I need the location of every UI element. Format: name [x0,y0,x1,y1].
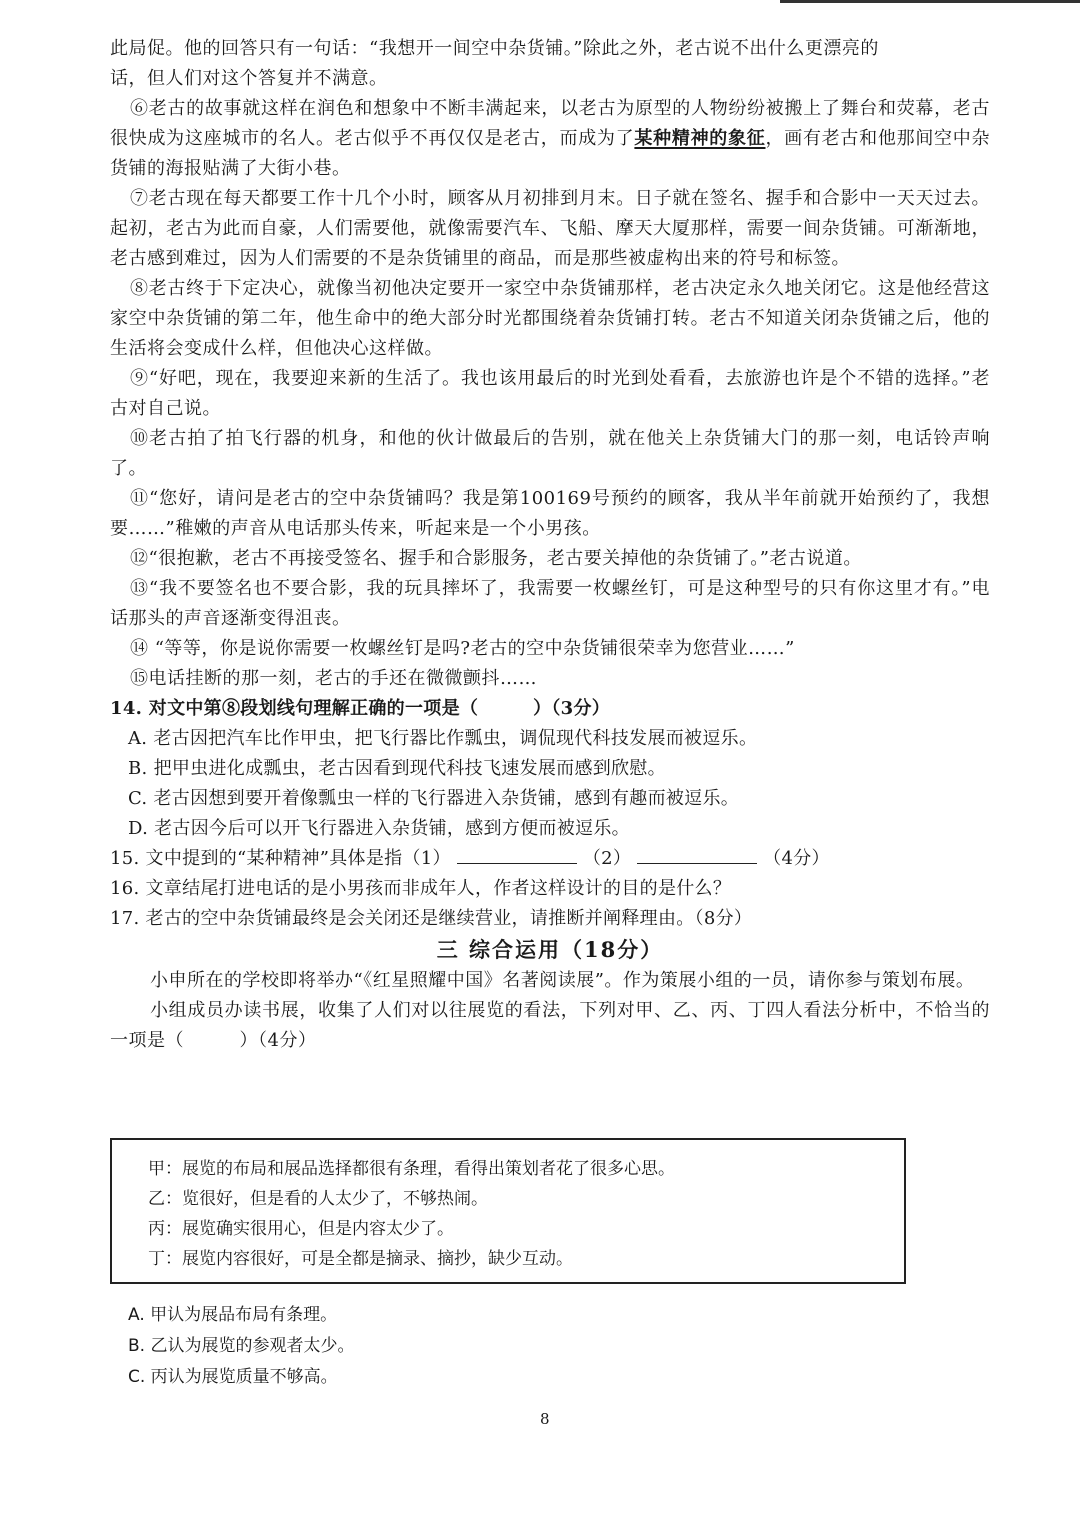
question-15-score: （4分） [763,848,830,869]
page-number: 8 [540,1410,550,1428]
paragraph-5-end-line1: 此局促。他的回答只有一句话：“我想开一间空中杂货铺。”除此之外，老古说不出什么更漂亮的 [110,38,879,59]
question-14-option-b: B. 把甲虫进化成瓢虫，老古因看到现代科技飞速发展而感到欣慰。 [128,758,666,779]
underlined-phrase: 某种精神的象征 [634,128,766,149]
opinions-box [110,1138,906,1284]
answer-option-c: C. 丙认为展览质量不够高。 [128,1367,338,1387]
paragraph-6 [110,94,990,184]
paragraph-8: ⑧老古终于下定决心，就像当初他决定要开一家空中杂货铺那样，老古决定永久地关闭它。这是他经营这家空中杂货铺的第二年，他生命中的绝大部分时光都围绕着杂货铺打转。老古不知道关闭杂货铺之后，他的生活将会变成什么样，但他决心这样做。 [110,278,990,359]
question-14-option-d: D. 老古因今后可以开飞行器进入杂货铺，感到方便而被逗乐。 [128,818,630,839]
answer-blank-1[interactable] [457,845,577,864]
paragraph-12: ⑫“很抱歉，老古不再接受签名、握手和合影服务，老古要关掉他的杂货铺了。”老古说道。 [130,548,862,569]
section-3-question: 小组成员办读书展，收集了人们对以往展览的看法，下列对甲、乙、丙、丁四人看法分析中，不恰当的一项是（ ）（4分） [110,1000,990,1051]
question-14-option-c: C. 老古因想到要开着像瓢虫一样的飞行器进入杂货铺，感到有趣而被逗乐。 [128,788,740,809]
opinion-jia: 甲：展览的布局和展品选择都很有条理，看得出策划者花了很多心思。 [148,1159,675,1179]
opinion-bing: 丙：展览确实很用心，但是内容太少了。 [148,1219,454,1239]
section-3-intro: 小申所在的学校即将举办“《红星照耀中国》名著阅读展”。作为策展小组的一员，请你参与策划布展。 [150,970,975,991]
question-16: 16. 文章结尾打进电话的是小男孩而非成年人，作者这样设计的目的是什么？ [110,878,732,899]
answer-option-b: B. 乙认为展览的参观者太少。 [128,1336,355,1356]
paragraph-11: ⑪“您好，请问是老古的空中杂货铺吗？我是第100169号预约的顾客，我从半年前就开始预约了，我想要……”稚嫩的声音从电话那头传来，听起来是一个小男孩。 [110,488,990,539]
paragraph-7: ⑦老古现在每天都要工作十几个小时，顾客从月初排到月末。日子就在签名、握手和合影中一天天过去。起初，老古为此而自豪，人们需要他，就像需要汽车、飞船、摩天大厦那样，需要一间杂货铺。可渐渐地，老古感到难过，因为人们需要的不是杂货铺里的商品，而是那些被虚构出来的符号和标签。 [110,188,990,269]
question-17: 17. 老古的空中杂货铺最终是会关闭还是继续营业，请推断并阐释理由。（8分） [110,908,753,929]
question-15 [110,844,990,874]
passage-content [110,34,990,1056]
question-15-text-a: 15. 文中提到的“某种精神”具体是指（1） [110,848,451,869]
opinion-ding: 丁：展览内容很好，可是全都是摘录、摘抄，缺少互动。 [148,1249,573,1269]
paragraph-10: ⑩老古拍了拍飞行器的机身，和他的伙计做最后的告别，就在他关上杂货铺大门的那一刻，电话铃声响了。 [110,428,990,479]
paragraph-5-end-line2: 话，但人们对这个答复并不满意。 [110,68,388,89]
top-rule [780,0,1080,3]
question-14: 14. 对文中第⑧段划线句理解正确的一项是（ ）（3分） [110,698,611,719]
question-14-option-a: A. 老古因把汽车比作甲虫，把飞行器比作瓢虫，调侃现代科技发展而被逗乐。 [128,728,758,749]
paragraph-15: ⑮电话挂断的那一刻，老古的手还在微微颤抖…… [130,668,537,689]
paragraph-6-text-a: ⑥老古的故事就这样在润色和想象中不断丰满起来，以老古为原型的人物纷纷被搬上了舞台和荧幕，老古很快成为这座城市的名人。老古似乎不再仅仅是老古，而成为了 [110,98,990,149]
paragraph-14: ⑭ “等等，你是说你需要一枚螺丝钉是吗?老古的空中杂货铺很荣幸为您营业……” [130,638,795,659]
section-3-title: 三 综合运用（18分） [436,937,664,962]
answer-options [128,1300,354,1393]
opinion-yi: 乙：览很好，但是看的人太少了，不够热闹。 [148,1189,488,1209]
paragraph-13: ⑬“我不要签名也不要合影，我的玩具摔坏了，我需要一枚螺丝钉，可是这种型号的只有你这里才有。”电话那头的声音逐渐变得沮丧。 [110,578,990,629]
paragraph-6-text-b: ，画有老古和他那间空中杂货铺的海报贴满了大街小巷。 [110,128,991,179]
question-15-text-b: （2） [582,848,632,869]
answer-blank-2[interactable] [637,845,757,864]
answer-option-a: A. 甲认为展品布局有条理。 [128,1305,338,1325]
paragraph-9: ⑨“好吧，现在，我要迎来新的生活了。我也该用最后的时光到处看看，去旅游也许是个不错的选择。”老古对自己说。 [110,368,990,419]
